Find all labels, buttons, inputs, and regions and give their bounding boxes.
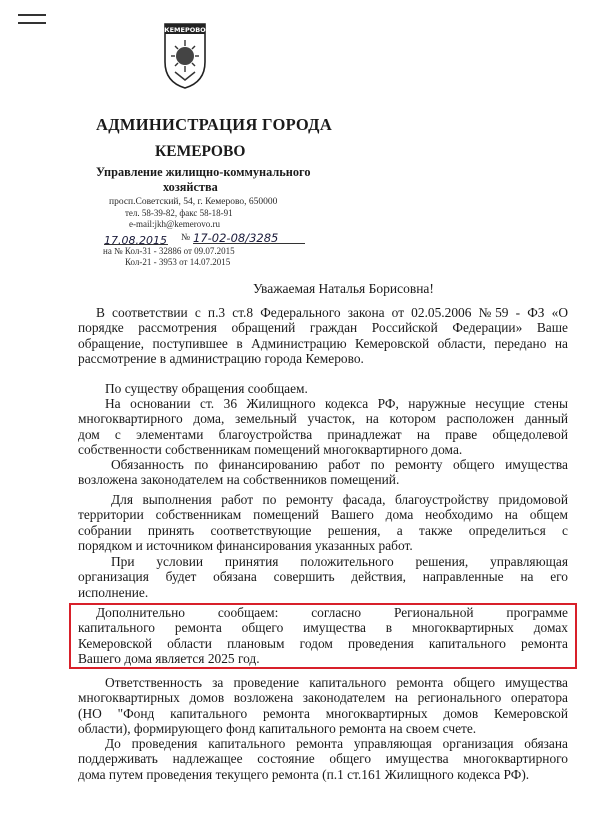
paragraph-line: Для выполнения работ по ремонту фасада, благоустройству придомовой — [111, 492, 568, 507]
paragraph — [78, 396, 568, 457]
paragraph-line: Вашего дома является 2025 год. — [78, 650, 260, 666]
paragraph-line: До проведения капитального ремонта управляющая организация обязана — [105, 736, 568, 751]
dept-name-line1: Управление жилищно-коммунального — [96, 165, 311, 179]
kemerovo-emblem-icon — [163, 22, 207, 90]
outgoing-date-field — [104, 231, 168, 245]
reference-line-2: Кол-21 - 3953 от 14.07.2015 — [125, 257, 231, 267]
paragraph-line: капитального ремонта общего имущества в многоквартирных домах — [78, 620, 568, 636]
emblem-caption: КЕМЕРОВО — [164, 26, 206, 34]
paragraph-line: многоквартирных домов возложена законодателем на регионального оператора — [78, 690, 568, 706]
paragraph-line: При условии принятия положительного решения, управляющая — [111, 554, 568, 569]
paragraph-line: исполнение. — [78, 584, 149, 600]
highlight-frame — [69, 603, 577, 669]
paragraph — [78, 492, 568, 553]
outgoing-date: 17.08.2015 — [104, 234, 167, 247]
paragraph-line: В соответствии с п.3 ст.8 Федерального закона от 02.05.2006 №59 - ФЗ «О — [96, 305, 568, 320]
paragraph-line: возложена законодателем на собственников помещений. — [78, 472, 400, 488]
greeting: Уважаемая Наталья Борисовна! — [253, 281, 434, 296]
paragraph — [78, 675, 568, 736]
org-city: КЕМЕРОВО — [155, 143, 246, 160]
paragraph-line: организация будет обязана совершить действия, направленные на его — [78, 569, 568, 585]
paragraph-line: порядком и источником финансирования указанных работ. — [78, 537, 413, 553]
paragraph-line: На основании ст. 36 Жилищного кодекса РФ, наружные несущие стены — [105, 396, 568, 411]
paragraph — [78, 457, 568, 488]
outgoing-number-field — [193, 229, 305, 244]
scan-mark-top — [18, 14, 46, 16]
paragraph-line: По существу обращения сообщаем. — [105, 381, 308, 396]
dept-name-line2: хозяйства — [163, 180, 218, 194]
paragraph-line: многоквартирного дома, земельный участок, на котором расположен данный — [78, 411, 568, 427]
paragraph-line: Обязанность по финансированию работ по ремонту общего имущества — [111, 457, 568, 472]
paragraph-line: рассмотрение в администрацию города Кемерово. — [78, 350, 364, 366]
dept-email: e-mail:jkh@kemerovo.ru — [129, 219, 221, 229]
paragraph-line: области), формирующего фонд капитального ремонта на своем счете. — [78, 720, 477, 736]
dept-phone: тел. 58-39-82, факс 58-18-91 — [125, 208, 233, 218]
paragraph-line: дома путем проведения текущего ремонта (п.1 ст.161 Жилищного кодекса РФ). — [78, 766, 530, 782]
paragraph-line: Кемеровской области плановым годом проведения капитального ремонта — [78, 635, 568, 651]
org-title: АДМИНИСТРАЦИЯ ГОРОДА — [96, 115, 333, 134]
paragraph-line: обращение, поступившее в Администрацию Кемеровской области, передано на — [78, 335, 568, 351]
paragraph-line: собственности собственникам помещений многоквартирного дома. — [78, 441, 463, 457]
paragraph — [78, 381, 568, 396]
paragraph — [78, 305, 568, 366]
paragraph-line: Дополнительно сообщаем: согласно Региональной программе — [96, 605, 568, 620]
paragraph-line: Ответственность за проведение капитального ремонта общего имущества — [105, 675, 568, 690]
outgoing-number-label: № — [181, 233, 191, 243]
dept-address: просп.Советский, 54, г. Кемерово, 650000 — [109, 197, 278, 207]
paragraph — [78, 736, 568, 782]
paragraph-line: порядке рассмотрения обращений граждан Российской Федерации» Ваше — [78, 320, 568, 336]
paragraph-line: дом с элементами благоустройства принадлежат на праве общедолевой — [78, 426, 568, 442]
paragraph-line: собрании принять соответствующие решения, а также определиться с — [78, 522, 568, 538]
paragraph-line: поддерживать надлежащее состояние общего имущества многоквартирного — [78, 751, 568, 767]
scan-mark-bottom — [18, 22, 46, 24]
reference-line-1: на № Кол-31 - 32886 от 09.07.2015 — [103, 246, 235, 256]
paragraph-line: территории собственникам помещений Вашего дома необходимо на общем — [78, 507, 568, 523]
paragraph-line: (НО "Фонд капитального ремонта многоквартирных домов Кемеровской — [78, 705, 568, 721]
paragraph — [78, 554, 568, 600]
outgoing-number: 17-02-08/3285 — [193, 231, 279, 245]
